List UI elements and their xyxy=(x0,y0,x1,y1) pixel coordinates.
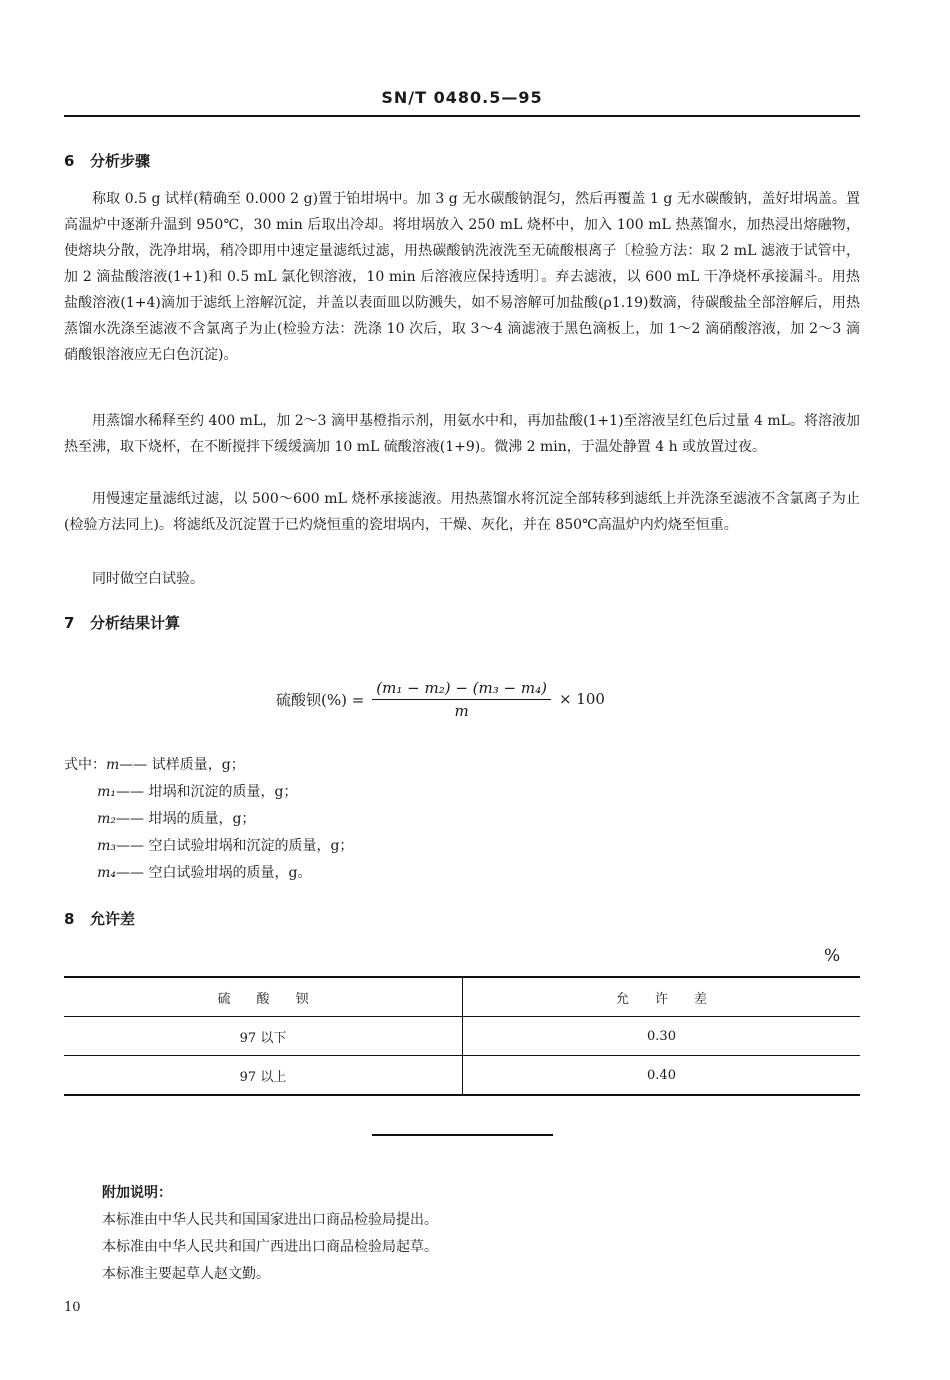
section-7-number: 7 xyxy=(64,614,75,632)
end-of-standard-rule xyxy=(372,1134,553,1136)
formula-denominator: m xyxy=(454,701,469,720)
table-row xyxy=(64,1056,860,1096)
variable-row xyxy=(64,833,353,860)
variable-symbol: m₃ xyxy=(97,838,116,854)
variable-symbol: m₁ xyxy=(97,784,116,800)
table-row xyxy=(64,1017,860,1056)
formula-lhs: 硫酸钡(%) = xyxy=(276,690,365,709)
section-8-title: 允许差 xyxy=(90,910,136,928)
variable-description: —— 试样质量，g； xyxy=(119,757,245,773)
variable-definitions xyxy=(64,752,353,887)
table-cell: 97 以下 xyxy=(64,1017,463,1056)
note-line: 本标准主要起草人赵文勤。 xyxy=(102,1266,270,1282)
section-8-heading xyxy=(64,908,135,929)
variable-row xyxy=(64,806,353,833)
variables-intro: 式中： xyxy=(64,757,106,773)
section-8-number: 8 xyxy=(64,910,75,928)
additional-notes xyxy=(102,1180,438,1288)
variable-row xyxy=(64,860,353,887)
paragraph-procedure-3: 用慢速定量滤纸过滤，以 500～600 mL 烧杯承接滤液。用热蒸馏水将沉淀全部转移到滤纸上并洗涤至滤液不含氯离子为止(检验方法同上)。将滤纸及沉淀置于已灼烧恒重的瓷坩埚内，干燥、灰化，并在 850℃高温炉内灼烧至恒重。 xyxy=(64,491,860,533)
section-6-number: 6 xyxy=(64,152,75,170)
variable-description: —— 空白试验坩埚的质量，g。 xyxy=(116,865,312,881)
formula-fraction xyxy=(372,679,551,720)
paragraph-procedure-1: 称取 0.5 g 试样(精确至 0.000 2 g)置于铂坩埚中。加 3 g 无水碳酸钠混匀，然后再覆盖 1 g 无水碳酸钠，盖好坩埚盖。置高温炉中逐渐升温到 950℃，30 min 后取出冷却。将坩埚放入 250 mL 烧杯中，加入 100 mL 热蒸馏水，加热浸出熔融物，使熔块分散，洗净坩埚，稍冷即用中速定量滤纸过滤，用热碳酸钠洗液洗至无硫酸根离子〔检验方法：取 2 mL 滤液于试管中，加 2 滴盐酸溶液(1+1)和 0.5 mL 氯化钡溶液，10 min 后溶液应保持透明〕。弃去滤液，以 600 mL 干净烧杯承接漏斗。用热盐酸溶液(1+4)滴加于滤纸上溶解沉淀，并盖以表面皿以防溅失，如不易溶解可加盐酸(ρ1.19)数滴，待碳酸盐全部溶解后，用热蒸馏水洗涤至滤液不含氯离子为止(检验方法：洗涤 10 次后，取 3～4 滴滤液于黑色滴板上，加 1～2 滴硝酸溶液，加 2～3 滴硝酸银溶液应无白色沉淀)。 xyxy=(64,191,860,363)
variable-row xyxy=(64,779,353,806)
formula-multiplier: × 100 xyxy=(558,690,605,708)
formula-numerator: (m₁ − m₂) − (m₃ − m₄) xyxy=(372,679,551,700)
column-header-barium-sulfate: 硫 酸 钡 xyxy=(64,977,463,1017)
result-formula xyxy=(276,672,605,726)
table-unit-label: % xyxy=(824,946,841,966)
variable-row xyxy=(64,752,353,779)
document-code-header: SN/T 0480.5—95 xyxy=(381,88,543,107)
note-line: 本标准由中华人民共和国国家进出口商品检验局提出。 xyxy=(102,1212,438,1228)
paragraph-blank-test: 同时做空白试验。 xyxy=(92,571,204,587)
variable-symbol: m xyxy=(106,757,120,773)
paragraph-procedure-2: 用蒸馏水稀释至约 400 mL，加 2～3 滴甲基橙指示剂，用氨水中和，再加盐酸(1+1)至溶液呈红色后过量 4 mL。将溶液加热至沸，取下烧杯，在不断搅拌下缓缓滴加 10 mL 硫酸溶液(1+9)。微沸 2 min，于温处静置 4 h 或放置过夜。 xyxy=(64,413,860,455)
section-7-heading xyxy=(64,612,180,633)
notes-title: 附加说明： xyxy=(102,1185,172,1201)
section-6-title: 分析步骤 xyxy=(90,152,151,170)
variable-symbol: m₄ xyxy=(97,865,116,881)
variable-description: —— 空白试验坩埚和沉淀的质量，g； xyxy=(116,838,354,854)
table-header-row xyxy=(64,977,860,1017)
variable-symbol: m₂ xyxy=(97,811,116,827)
table-cell: 97 以上 xyxy=(64,1056,463,1096)
column-header-tolerance: 允 许 差 xyxy=(615,991,707,1007)
note-line: 本标准由中华人民共和国广西进出口商品检验局起草。 xyxy=(102,1239,438,1255)
section-6-heading xyxy=(64,150,150,171)
variable-description: —— 坩埚和沉淀的质量，g； xyxy=(116,784,298,800)
section-7-title: 分析结果计算 xyxy=(90,614,181,632)
table-cell: 0.40 xyxy=(647,1067,676,1083)
variable-description: —— 坩埚的质量，g； xyxy=(116,811,256,827)
header-rule xyxy=(64,115,860,117)
table-cell: 0.30 xyxy=(647,1028,676,1044)
tolerance-table xyxy=(64,976,860,1096)
page-number: 10 xyxy=(64,1300,81,1315)
